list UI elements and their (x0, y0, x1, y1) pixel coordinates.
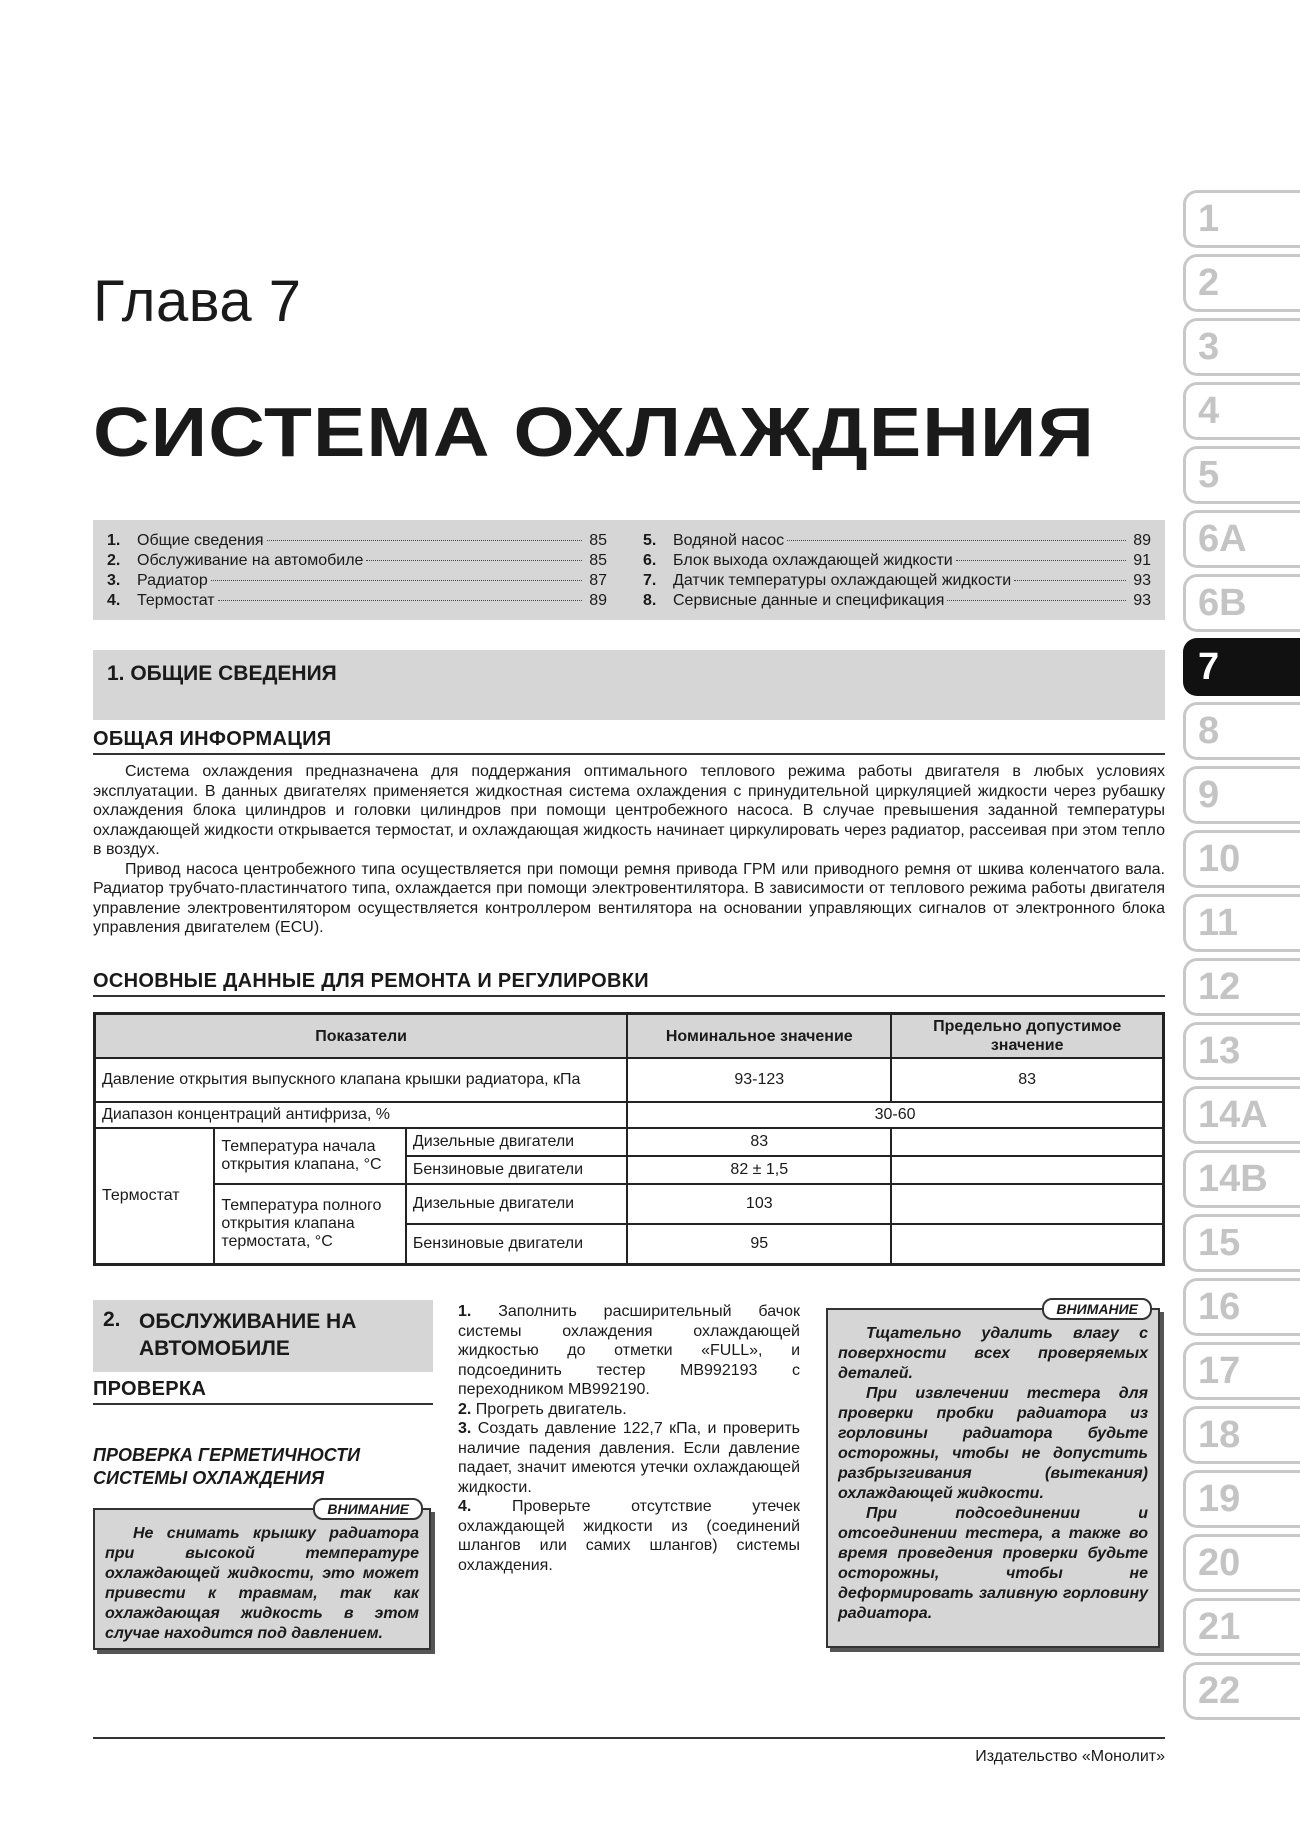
chapter-tab-label: 6A (1198, 518, 1247, 560)
chapter-tab-10[interactable] (1183, 830, 1300, 888)
table-cell (891, 1184, 1163, 1224)
warning-box (93, 1501, 431, 1650)
chapter-tab-label: 9 (1198, 774, 1220, 816)
section-banner (93, 1300, 433, 1372)
table-cell: 82 ± 1,5 (627, 1156, 891, 1184)
paragraph: Привод насоса центробежного типа осуществляется при помощи ремня привода ГРМ или приводного ремня от шкива коленчатого вала. Радиатор трубчато-пластинчатого типа, охлаждается при помощи электровентилятора. В зависимости от теплового режима работы двигателя управление электровентилятором осуществляется контроллером вентилятора на основании управляющих сигналов от электронного блока управления двигателем (ECU). (93, 860, 1165, 936)
toc-page: 87 (589, 572, 607, 589)
warning-text: При подсоединении и отсоединении тестера, а также во время проведения проверки будьте осторожны, чтобы не деформировать заливную горловину радиатора. (838, 1505, 1148, 1622)
table-cell (891, 1128, 1163, 1156)
chapter-tab-label: 1 (1198, 198, 1220, 240)
toc-entry[interactable] (643, 551, 1151, 571)
chapter-label: Глава 7 (93, 269, 302, 334)
publisher-footer: Издательство «Монолит» (975, 1748, 1165, 1765)
column-header: Показатели (95, 1014, 628, 1059)
toc-leader (787, 540, 1126, 541)
toc-number: 7. (643, 572, 657, 589)
chapter-tab-19[interactable] (1183, 1470, 1300, 1528)
chapter-tab-6a[interactable] (1183, 510, 1300, 568)
toc-page: 93 (1133, 572, 1151, 589)
toc-leader (1014, 580, 1126, 581)
chapter-tab-11[interactable] (1183, 894, 1300, 952)
table-cell: 83 (627, 1128, 891, 1156)
table-cell: Бензиновые двигатели (406, 1156, 627, 1184)
chapter-tab-2[interactable] (1183, 254, 1300, 312)
step-number: 2. (458, 1400, 472, 1418)
toc-number: 8. (643, 592, 657, 609)
step-text: Прогреть двигатель. (475, 1400, 627, 1418)
table-cell (891, 1224, 1163, 1264)
column-header: Номинальное значение (627, 1014, 891, 1059)
warning-tag: ВНИМАНИЕ (1042, 1298, 1152, 1320)
toc-entry[interactable] (643, 531, 1151, 551)
chapter-tab-label: 8 (1198, 710, 1220, 752)
toc-right-column (643, 531, 1151, 611)
chapter-tab-20[interactable] (1183, 1534, 1300, 1592)
warning-box (826, 1301, 1160, 1648)
chapter-tab-label: 18 (1198, 1414, 1241, 1456)
section-banner (93, 650, 1165, 720)
table-cell: Температура полного открытия клапана термостата, °С (214, 1184, 406, 1264)
chapter-tab-15[interactable] (1183, 1214, 1300, 1272)
toc-number: 5. (643, 532, 657, 549)
divider (93, 995, 1165, 997)
toc-label: Радиатор (137, 572, 208, 589)
toc-entry[interactable] (107, 591, 607, 611)
section-title: 1. ОБЩИЕ СВЕДЕНИЯ (107, 662, 337, 685)
warning-text-container (95, 1510, 429, 1644)
step-item (458, 1497, 800, 1575)
chapter-tab-label: 10 (1198, 838, 1241, 880)
toc-entry[interactable] (643, 571, 1151, 591)
chapter-tab-label: 4 (1198, 390, 1220, 432)
table-cell: 83 (891, 1058, 1163, 1102)
chapter-tab-label: 3 (1198, 326, 1220, 368)
toc-page: 89 (589, 592, 607, 609)
step-number: 3. (458, 1420, 472, 1437)
chapter-tab-label: 13 (1198, 1030, 1241, 1072)
toc-number: 3. (107, 572, 121, 589)
chapter-tab-label: 15 (1198, 1222, 1241, 1264)
chapter-tab-label: 17 (1198, 1350, 1241, 1392)
table-cell: Бензиновые двигатели (406, 1224, 627, 1264)
warning-tag: ВНИМАНИЕ (313, 1498, 423, 1520)
divider (93, 1403, 433, 1405)
chapter-tab-label: 19 (1198, 1478, 1241, 1520)
section-number: 2. (103, 1308, 121, 1331)
warning-text: Тщательно удалить влагу с поверхности всех проверяемых деталей. (838, 1325, 1148, 1382)
toc-leader (267, 540, 582, 541)
toc-number: 2. (107, 552, 121, 569)
toc-leader (218, 600, 582, 601)
table-cell: 30-60 (627, 1102, 1163, 1128)
chapter-tab-3[interactable] (1183, 318, 1300, 376)
chapter-tab-label: 2 (1198, 262, 1220, 304)
table-cell: Диапазон концентраций антифриза, % (95, 1102, 628, 1128)
step-number: 1. (458, 1303, 472, 1320)
toc-number: 1. (107, 532, 121, 549)
chapter-tab-7[interactable] (1183, 638, 1300, 696)
page-title: СИСТЕМА ОХЛАЖДЕНИЯ (93, 393, 1095, 471)
chapter-tab-16[interactable] (1183, 1278, 1300, 1336)
chapter-tab-17[interactable] (1183, 1342, 1300, 1400)
chapter-tab-label: 20 (1198, 1542, 1241, 1584)
step-item (458, 1400, 800, 1420)
chapter-tab-label: 21 (1198, 1606, 1241, 1648)
table-row (95, 1128, 1164, 1156)
procedure-steps (458, 1302, 800, 1575)
table-header-row (95, 1014, 1164, 1059)
step-item (458, 1302, 800, 1400)
paragraph: Система охлаждения предназначена для поддержания оптимального теплового режима работы двигателя в любых условиях эксплуатации. В данных двигателях применяется жидкостная система охлаждения с принудительной циркуляцией жидкости через рубашку охлаждения блока цилиндров и головки цилиндров при помощи центробежного насоса. В случае превышения заданной температуры охлаждающей жидкости открывается термостат, и охлаждающая жидкость начинает циркулировать через радиатор, рассеивая при этом тепло в воздух. (93, 763, 1165, 858)
toc-label: Обслуживание на автомобиле (137, 552, 364, 569)
table-cell: Термостат (95, 1128, 215, 1264)
chapter-tab-18[interactable] (1183, 1406, 1300, 1464)
column-header: Предельно допустимое значение (891, 1014, 1163, 1059)
chapter-tab-5[interactable] (1183, 446, 1300, 504)
chapter-tab-label: 6B (1198, 582, 1247, 624)
chapter-tab-9[interactable] (1183, 766, 1300, 824)
table-cell: 103 (627, 1184, 891, 1224)
toc-page: 85 (589, 552, 607, 569)
toc-number: 4. (107, 592, 121, 609)
table-cell: 93-123 (627, 1058, 891, 1102)
step-number: 4. (458, 1498, 472, 1515)
toc-page: 91 (1133, 552, 1151, 569)
toc-left-column (107, 531, 607, 611)
step-item (458, 1419, 800, 1497)
chapter-tab-8[interactable] (1183, 702, 1300, 760)
toc-label: Блок выхода охлаждающей жидкости (673, 552, 953, 569)
table-cell: Давление открытия выпускного клапана крышки радиатора, кПа (95, 1058, 628, 1102)
toc-leader (211, 580, 582, 581)
step-text: Заполнить расширительный бачок системы охлаждения охлаждающей жидкостью до отметки «FULL», и подсоединить тестер MB992193 с переходником MB992190. (458, 1303, 800, 1398)
toc-label: Водяной насос (673, 532, 785, 549)
body-text (93, 762, 1165, 938)
step-text: Проверьте отсутствие утечек охлаждающей жидкости из (соединений шлангов или самих шлангов) системы охлаждения. (458, 1498, 800, 1574)
table-cell: Дизельные двигатели (406, 1184, 627, 1224)
warning-text-container (828, 1310, 1158, 1624)
chapter-tab-13[interactable] (1183, 1022, 1300, 1080)
toc-label: Датчик температуры охлаждающей жидкости (673, 572, 1012, 589)
step-text: Создать давление 122,7 кПа, и проверить наличие падения давления. Если давление падает, значит имеются утечки охлаждающей жидкости. (458, 1420, 800, 1496)
toc-entry[interactable] (107, 531, 607, 551)
toc-number: 6. (643, 552, 657, 569)
toc-entry[interactable] (107, 571, 607, 591)
footer-divider (93, 1737, 1165, 1739)
procedure-heading: ПРОВЕРКА ГЕРМЕТИЧНОСТИ СИСТЕМЫ ОХЛАЖДЕНИЯ (93, 1445, 361, 1488)
toc-entry[interactable] (643, 591, 1151, 611)
toc-leader (366, 560, 582, 561)
toc-page: 93 (1133, 592, 1151, 609)
subsection-heading: ПРОВЕРКА (93, 1378, 207, 1400)
chapter-tab-label: 5 (1198, 454, 1220, 496)
chapter-tab-14b[interactable] (1183, 1150, 1300, 1208)
toc-leader (947, 600, 1126, 601)
chapter-tab-label: 16 (1198, 1286, 1241, 1328)
chapter-tab-6b[interactable] (1183, 574, 1300, 632)
chapter-tab-label: 11 (1198, 902, 1239, 944)
toc-leader (956, 560, 1126, 561)
table-cell (891, 1156, 1163, 1184)
table-row (95, 1102, 1164, 1128)
chapter-tab-1[interactable] (1183, 190, 1300, 248)
toc-label: Общие сведения (137, 532, 264, 549)
chapter-tab-label: 14B (1198, 1158, 1268, 1200)
table-row (95, 1058, 1164, 1102)
chapter-tab-21[interactable] (1183, 1598, 1300, 1656)
toc-page: 85 (589, 532, 607, 549)
section-title: ОБСЛУЖИВАНИЕ НА АВТОМОБИЛЕ (139, 1310, 357, 1360)
spec-table (93, 1012, 1165, 1266)
table-row (95, 1184, 1164, 1224)
subsection-heading: ОСНОВНЫЕ ДАННЫЕ ДЛЯ РЕМОНТА И РЕГУЛИРОВКИ (93, 970, 649, 992)
toc-label: Сервисные данные и спецификация (673, 592, 945, 609)
subsection-heading: ОБЩАЯ ИНФОРМАЦИЯ (93, 728, 332, 750)
table-of-contents (93, 520, 1165, 620)
chapter-tab-label: 12 (1198, 966, 1241, 1008)
toc-page: 89 (1133, 532, 1151, 549)
table-cell: Температура начала открытия клапана, °С (214, 1128, 406, 1184)
table-cell: Дизельные двигатели (406, 1128, 627, 1156)
table-cell: 95 (627, 1224, 891, 1264)
toc-label: Термостат (137, 592, 215, 609)
chapter-tab-4[interactable] (1183, 382, 1300, 440)
warning-text: Не снимать крышку радиатора при высокой температуре охлаждающей жидкости, это может привести к травмам, так как охлаждающая жидкость в этом случае находится под давлением. (105, 1525, 419, 1642)
chapter-tab-label: 14A (1198, 1094, 1268, 1136)
chapter-tab-14a[interactable] (1183, 1086, 1300, 1144)
warning-text: При извлечении тестера для проверки пробки радиатора из горловины радиатора будьте осторожны, чтобы не допустить разбрызгивания (вытекания) охлаждающей жидкости. (838, 1385, 1148, 1502)
chapter-tab-label: 7 (1198, 646, 1220, 688)
chapter-tab-label: 22 (1198, 1670, 1241, 1712)
toc-entry[interactable] (107, 551, 607, 571)
chapter-tab-22[interactable] (1183, 1662, 1300, 1720)
chapter-tab-12[interactable] (1183, 958, 1300, 1016)
divider (93, 753, 1165, 755)
